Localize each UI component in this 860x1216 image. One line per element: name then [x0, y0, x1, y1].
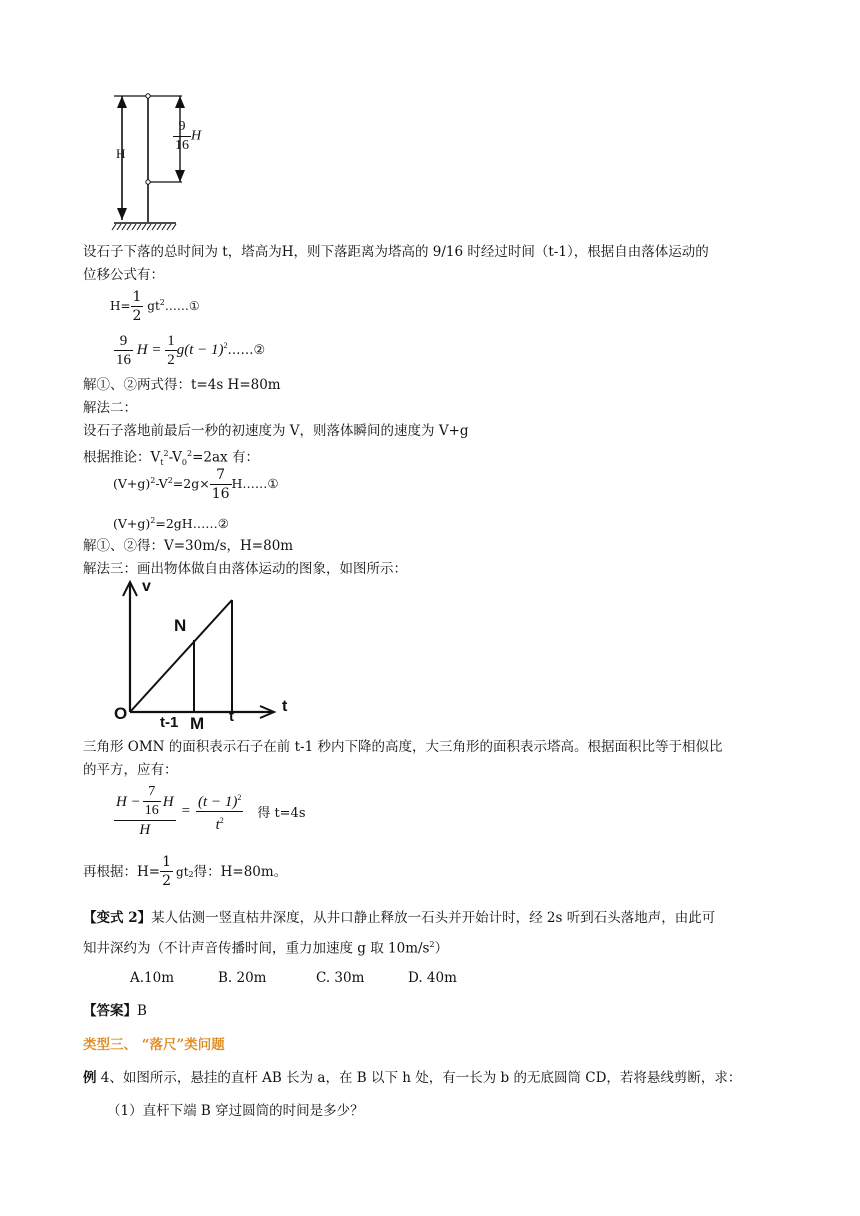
p6-d: -V	[168, 449, 182, 466]
frac-num: 9	[178, 119, 186, 134]
eq4-tail: =2gH……②	[155, 516, 229, 532]
eq2-rhs: g(t − 1)	[176, 341, 224, 358]
equation-5	[114, 783, 306, 839]
paragraph-7: 解①、②得：V=30m/s，H=80m	[83, 538, 294, 554]
eq3-exp1: 2	[150, 475, 156, 485]
variant-2-line-1	[83, 908, 715, 928]
p6-sup-2: 2	[187, 449, 193, 458]
eq4-exp: 2	[150, 516, 156, 525]
paragraph-1: 设石子下落的总时间为 t，塔高为H，则下落距离为塔高的 9/16 时经过时间（t-1），根据自由落体运动的	[83, 244, 709, 260]
p11-b: gt	[176, 864, 189, 879]
variant-2-line-2	[83, 935, 448, 959]
eq2-den: 16	[116, 352, 131, 368]
example-4-text: 4、如图所示，悬挂的直杆 AB 长为 a，在 B 以下 h 处，有一长为 b 的无底圆筒 CD，若将悬线剪断，求：	[96, 1070, 742, 1086]
p11-exp: 2	[188, 870, 194, 879]
vt-t-axis-label: t	[282, 698, 288, 715]
p11-c: 得：H=80m。	[193, 863, 288, 880]
vt-t1-label: t-1	[160, 714, 179, 731]
type-3-heading: 类型三、 “落尺”类问题	[83, 1037, 225, 1053]
vt-N-label: N	[174, 616, 187, 635]
frac-den: 16	[175, 138, 189, 153]
paragraph-9: 三角形 OMN 的面积表示石子在前 t-1 秒内下降的高度，大三角形的面积表示塔高。根据面积比等于相似比	[83, 739, 723, 755]
p6-a: 根据推论：V	[83, 449, 161, 466]
p11-num: 1	[162, 854, 172, 870]
tower-frac-label	[173, 118, 201, 155]
eq2-num2: 1	[167, 333, 175, 349]
vt-graph	[110, 578, 300, 730]
equation-2	[114, 332, 265, 369]
eq5-h1: H −	[116, 793, 141, 810]
option-a: A.10m	[130, 970, 175, 986]
p6-sub-0: 0	[181, 458, 187, 468]
paragraph-3: 解①、②两式得：t=4s H=80m	[83, 377, 281, 393]
vt-O-label: O	[114, 704, 128, 723]
eq1-rhs: gt	[147, 299, 160, 313]
tower-diagram	[110, 84, 220, 234]
eq3-lhs: (V+g)	[113, 476, 151, 491]
variant-2-text-2: 知井深约为（不计声音传播时间，重力加速度 g 取 10m/s	[83, 940, 430, 957]
vt-t-label: t	[229, 708, 234, 725]
eq3-den: 16	[211, 486, 230, 502]
variant-2-close: ）	[434, 940, 449, 957]
example-4	[83, 1068, 741, 1088]
variant-2-exp: 2	[429, 940, 435, 949]
question-1: （1）直杆下端 B 穿过圆筒的时间是多少？	[107, 1103, 364, 1119]
vt-v-label: v	[142, 578, 151, 595]
eq1-num: 1	[132, 289, 142, 305]
eq5-h2: H	[162, 793, 174, 810]
equation-3	[113, 466, 279, 503]
eq5-rnum: (t − 1)	[198, 793, 238, 810]
eq5-num: 7	[148, 784, 156, 799]
equation-1	[110, 288, 200, 325]
paragraph-5: 设石子落地前最后一秒的初速度为 V，则落体瞬间的速度为 V+g	[83, 423, 469, 439]
eq5-rden: t	[215, 816, 220, 833]
option-c: C. 30m	[316, 970, 365, 986]
eq1-lhs: H=	[110, 299, 131, 313]
equation-4	[113, 511, 229, 534]
eq2-var: H =	[136, 341, 162, 358]
eq5-den-main: H	[139, 822, 151, 838]
eq2-tail: ……②	[227, 342, 266, 358]
variant-2-label: 【变式 2】	[83, 910, 152, 926]
eq3-exp2: 2	[167, 475, 173, 485]
variant-2-text: 某人估测一竖直枯井深度，从井口静止释放一石头并开始计时，经 2s 听到石头落地声，由此可	[151, 910, 716, 926]
option-d: D. 40m	[408, 970, 457, 986]
paragraph-10: 的平方，应有：	[83, 762, 178, 778]
eq2-exp: 2	[223, 340, 228, 350]
eq1-den: 2	[132, 308, 142, 324]
eq1-exp: 2	[159, 298, 165, 307]
eq3-num: 7	[216, 467, 226, 483]
eq5-tail: 得 t=4s	[257, 805, 306, 821]
p6-sub-t: t	[160, 458, 164, 468]
eq3-mid: -V	[155, 476, 168, 491]
example-4-label: 例	[83, 1070, 97, 1086]
answer-line	[83, 1001, 147, 1021]
eq5-rdexp: 2	[219, 815, 224, 825]
eq3-tail: H……①	[231, 476, 279, 491]
eq3-mid2: =2g×	[172, 476, 210, 491]
eq4-lhs: (V+g)	[113, 516, 151, 532]
p6-g: =2ax 有：	[192, 449, 259, 466]
p6-sup-1: 2	[163, 449, 169, 458]
answer-label: 【答案】	[83, 1003, 137, 1019]
paragraph-2: 位移公式有：	[83, 267, 164, 283]
p11-den: 2	[162, 873, 172, 889]
frac-var: H	[191, 128, 202, 144]
eq5-den: 16	[144, 803, 159, 818]
eq2-num: 9	[119, 333, 128, 349]
option-b: B. 20m	[218, 970, 267, 986]
eq2-den2: 2	[167, 352, 175, 368]
vt-M-label: M	[190, 714, 205, 733]
tower-h-label: H	[116, 146, 126, 161]
paragraph-8: 解法三：画出物体做自由落体运动的图象，如图所示：	[83, 561, 407, 577]
eq5-eq: =	[181, 802, 191, 819]
eq5-rexp: 2	[237, 792, 242, 802]
paragraph-4: 解法二：	[83, 400, 137, 416]
eq1-tail: ……①	[164, 299, 200, 313]
paragraph-11	[83, 853, 287, 890]
p11-a: 再根据：H=	[83, 863, 161, 880]
answer-value: B	[137, 1003, 147, 1019]
